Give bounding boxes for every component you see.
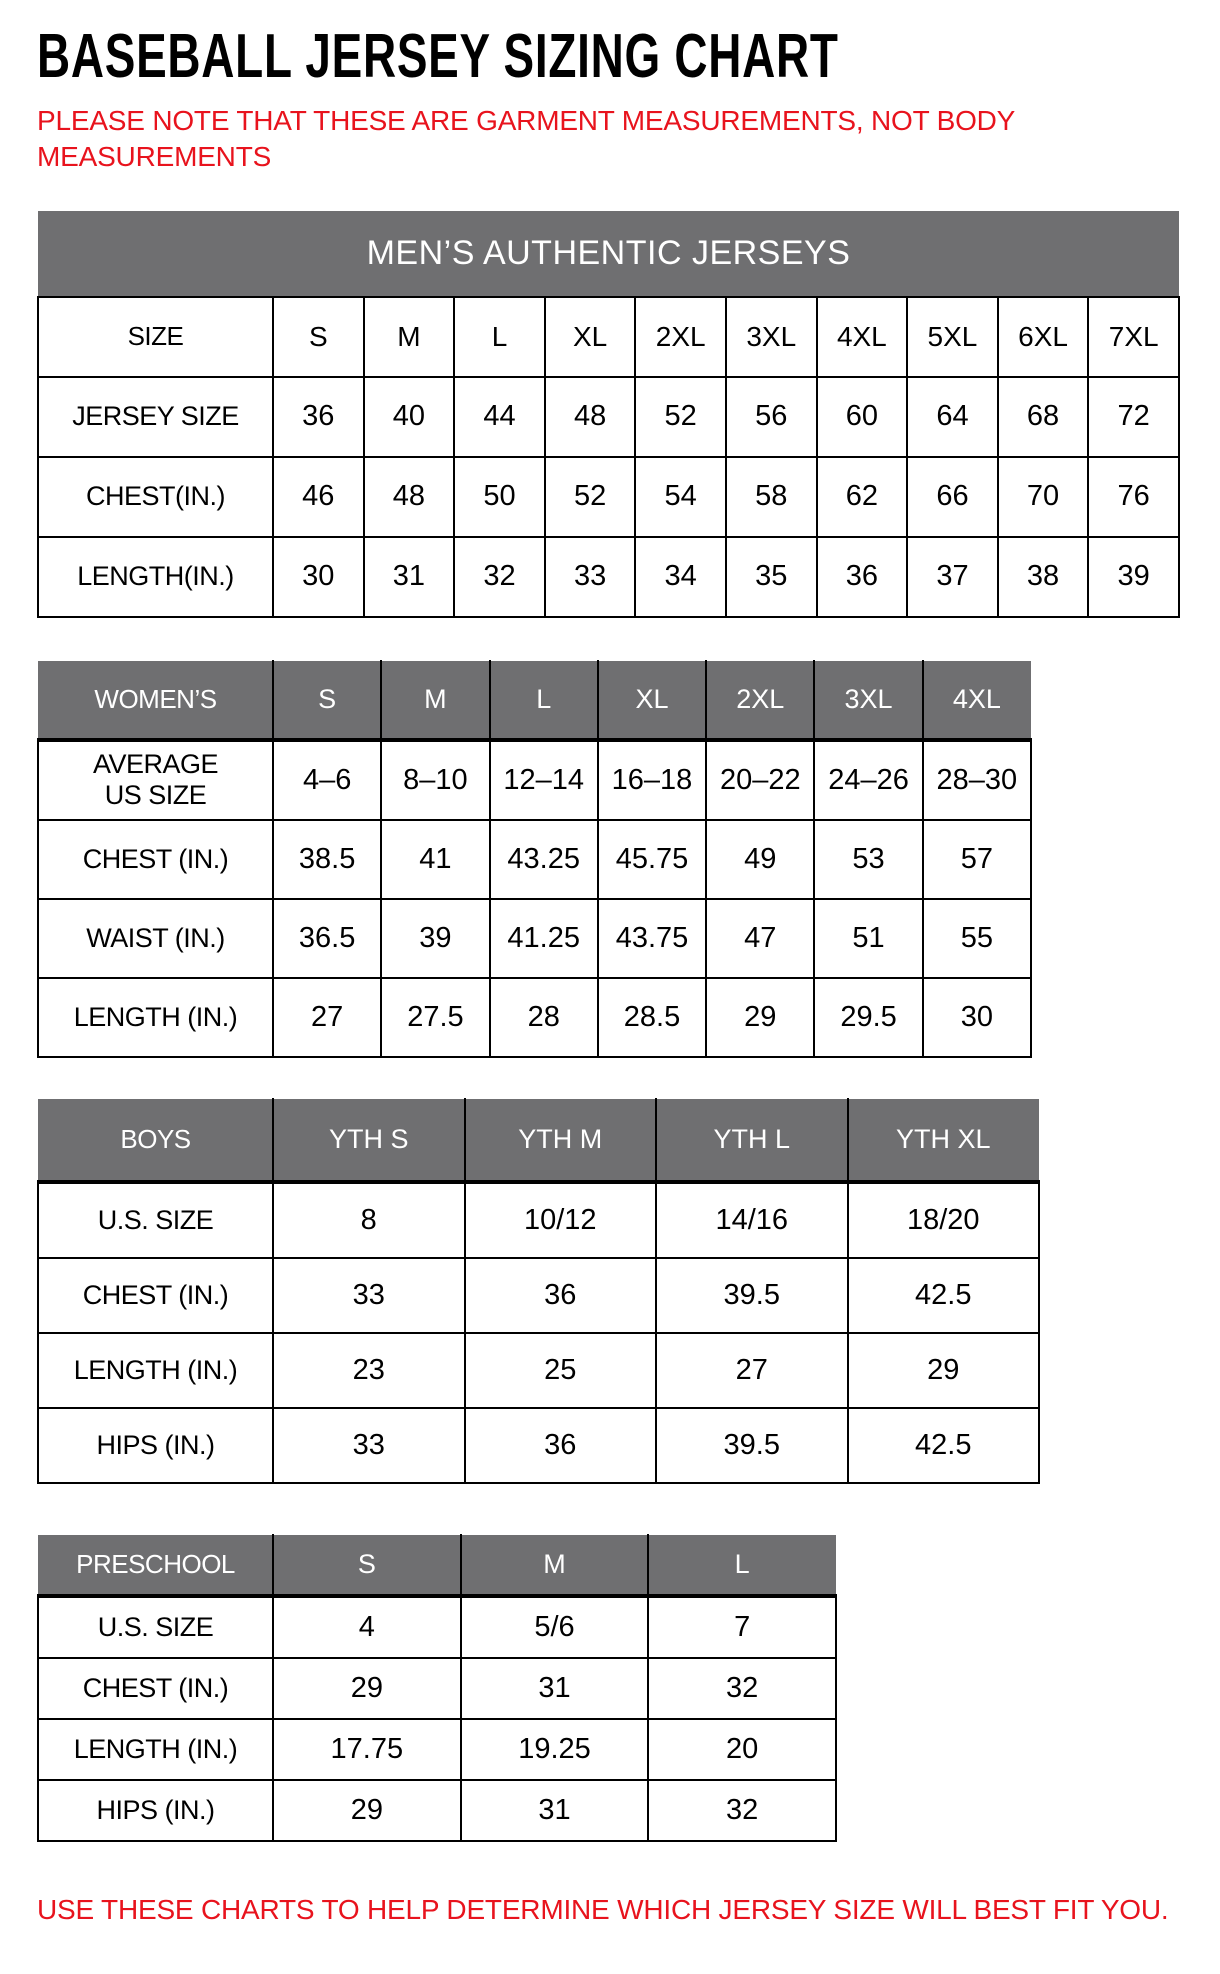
womens-row-label: WAIST (IN.) (38, 899, 273, 978)
boys-row-label: LENGTH (IN.) (38, 1333, 273, 1408)
boys-value-cell: 29 (848, 1333, 1040, 1408)
page-title-text: BASEBALL JERSEY SIZING CHART (37, 22, 839, 91)
preschool-row (38, 1658, 836, 1719)
womens-row-label: CHEST (IN.) (38, 820, 273, 899)
mens-value-cell: 46 (273, 457, 364, 537)
garment-measurement-note: PLEASE NOTE THAT THESE ARE GARMENT MEASUREMENTS, NOT BODY MEASUREMENTS (37, 105, 1015, 173)
boys-row (38, 1333, 1039, 1408)
mens-value-cell: 37 (907, 537, 998, 617)
womens-col-header: 2XL (706, 661, 814, 740)
mens-value-cell: 36 (273, 377, 364, 457)
mens-value-cell: 56 (726, 377, 817, 457)
preschool-col-header: S (273, 1535, 461, 1596)
womens-value-cell: 8–10 (381, 740, 489, 820)
boys-col-header: YTH M (465, 1099, 657, 1182)
boys-value-cell: 42.5 (848, 1258, 1040, 1333)
boys-table (37, 1098, 1040, 1484)
boys-value-cell: 8 (273, 1182, 465, 1258)
preschool-value-cell: 29 (273, 1658, 461, 1719)
womens-value-cell: 39 (381, 899, 489, 978)
mens-sizing-table (37, 210, 1220, 618)
boys-value-cell: 33 (273, 1408, 465, 1483)
preschool-col-header: L (648, 1535, 836, 1596)
womens-value-cell: 12–14 (490, 740, 598, 820)
womens-col-header: XL (598, 661, 706, 740)
womens-row (38, 978, 1031, 1057)
mens-value-cell: 64 (907, 377, 998, 457)
womens-col-header: L (490, 661, 598, 740)
womens-value-cell: 36.5 (273, 899, 381, 978)
mens-value-cell: 48 (364, 457, 455, 537)
mens-row (38, 377, 1179, 457)
preschool-row-label: LENGTH (IN.) (38, 1719, 273, 1780)
boys-value-cell: 18/20 (848, 1182, 1040, 1258)
boys-value-cell: 14/16 (656, 1182, 848, 1258)
womens-row (38, 899, 1031, 978)
womens-value-cell: 29.5 (814, 978, 922, 1057)
boys-value-cell: 39.5 (656, 1258, 848, 1333)
mens-col-header: 6XL (998, 297, 1089, 377)
womens-sizing-table (37, 660, 1220, 1058)
womens-value-cell: 41.25 (490, 899, 598, 978)
womens-value-cell: 28–30 (923, 740, 1031, 820)
mens-value-cell: 52 (545, 457, 636, 537)
mens-row-label: LENGTH(IN.) (38, 537, 273, 617)
mens-banner: MEN’S AUTHENTIC JERSEYS (38, 211, 1179, 297)
boys-header-label: BOYS (38, 1099, 273, 1182)
womens-value-cell: 16–18 (598, 740, 706, 820)
mens-row (38, 457, 1179, 537)
womens-row (38, 820, 1031, 899)
boys-value-cell: 39.5 (656, 1408, 848, 1483)
mens-col-header: 3XL (726, 297, 817, 377)
preschool-value-cell: 19.25 (461, 1719, 649, 1780)
mens-col-header: L (454, 297, 545, 377)
mens-value-cell: 33 (545, 537, 636, 617)
mens-col-header: S (273, 297, 364, 377)
womens-value-cell: 29 (706, 978, 814, 1057)
womens-value-cell: 24–26 (814, 740, 922, 820)
mens-value-cell: 30 (273, 537, 364, 617)
mens-col-header: M (364, 297, 455, 377)
preschool-col-header: M (461, 1535, 649, 1596)
preschool-value-cell: 32 (648, 1658, 836, 1719)
womens-col-header: 3XL (814, 661, 922, 740)
womens-value-cell: 27.5 (381, 978, 489, 1057)
womens-row-label: LENGTH (IN.) (38, 978, 273, 1057)
womens-value-cell: 38.5 (273, 820, 381, 899)
boys-sizing-table (37, 1098, 1220, 1484)
preschool-sizing-table (37, 1534, 1220, 1842)
boys-row (38, 1258, 1039, 1333)
boys-value-cell: 36 (465, 1258, 657, 1333)
womens-value-cell: 43.25 (490, 820, 598, 899)
preschool-row (38, 1596, 836, 1658)
womens-row-label (38, 740, 273, 820)
boys-value-cell: 25 (465, 1333, 657, 1408)
preschool-row-label: HIPS (IN.) (38, 1780, 273, 1841)
mens-value-cell: 40 (364, 377, 455, 457)
preschool-table (37, 1534, 837, 1842)
preschool-row-label: CHEST (IN.) (38, 1658, 273, 1719)
mens-value-cell: 35 (726, 537, 817, 617)
boys-row-label: HIPS (IN.) (38, 1408, 273, 1483)
womens-table (37, 660, 1032, 1058)
boys-col-header: YTH L (656, 1099, 848, 1182)
preschool-value-cell: 5/6 (461, 1596, 649, 1658)
womens-row (38, 740, 1031, 820)
mens-value-cell: 72 (1088, 377, 1179, 457)
mens-value-cell: 62 (817, 457, 908, 537)
womens-value-cell: 28.5 (598, 978, 706, 1057)
mens-value-cell: 44 (454, 377, 545, 457)
mens-value-cell: 58 (726, 457, 817, 537)
boys-row (38, 1182, 1039, 1258)
mens-col-header: 2XL (635, 297, 726, 377)
womens-value-cell: 55 (923, 899, 1031, 978)
boys-value-cell: 36 (465, 1408, 657, 1483)
mens-header-label: SIZE (38, 297, 273, 377)
mens-value-cell: 48 (545, 377, 636, 457)
womens-row-label-line: AVERAGE (92, 749, 219, 780)
womens-value-cell: 30 (923, 978, 1031, 1057)
preschool-value-cell: 29 (273, 1780, 461, 1841)
boys-col-header: YTH S (273, 1099, 465, 1182)
mens-row-label: JERSEY SIZE (38, 377, 273, 457)
boys-value-cell: 27 (656, 1333, 848, 1408)
womens-row-label-line: US SIZE (104, 780, 207, 811)
mens-row (38, 537, 1179, 617)
preschool-row-label: U.S. SIZE (38, 1596, 273, 1658)
mens-col-header: 4XL (817, 297, 908, 377)
womens-value-cell: 45.75 (598, 820, 706, 899)
womens-value-cell: 41 (381, 820, 489, 899)
mens-value-cell: 34 (635, 537, 726, 617)
mens-row-label: CHEST(IN.) (38, 457, 273, 537)
page-title (37, 24, 1220, 89)
preschool-row (38, 1719, 836, 1780)
womens-value-cell: 20–22 (706, 740, 814, 820)
mens-value-cell: 36 (817, 537, 908, 617)
boys-value-cell: 33 (273, 1258, 465, 1333)
boys-value-cell: 23 (273, 1333, 465, 1408)
preschool-value-cell: 7 (648, 1596, 836, 1658)
mens-col-header: 7XL (1088, 297, 1179, 377)
mens-value-cell: 31 (364, 537, 455, 617)
mens-col-header: 5XL (907, 297, 998, 377)
womens-header-label: WOMEN’S (38, 661, 273, 740)
womens-value-cell: 27 (273, 978, 381, 1057)
mens-value-cell: 66 (907, 457, 998, 537)
womens-value-cell: 53 (814, 820, 922, 899)
mens-value-cell: 54 (635, 457, 726, 537)
boys-col-header: YTH XL (848, 1099, 1040, 1182)
mens-value-cell: 50 (454, 457, 545, 537)
preschool-value-cell: 32 (648, 1780, 836, 1841)
mens-value-cell: 38 (998, 537, 1089, 617)
womens-value-cell: 47 (706, 899, 814, 978)
preschool-value-cell: 31 (461, 1658, 649, 1719)
preschool-header-label: PRESCHOOL (38, 1535, 273, 1596)
mens-value-cell: 68 (998, 377, 1089, 457)
womens-value-cell: 49 (706, 820, 814, 899)
preschool-value-cell: 31 (461, 1780, 649, 1841)
preschool-value-cell: 4 (273, 1596, 461, 1658)
womens-value-cell: 43.75 (598, 899, 706, 978)
preschool-value-cell: 20 (648, 1719, 836, 1780)
mens-value-cell: 39 (1088, 537, 1179, 617)
boys-row-label: U.S. SIZE (38, 1182, 273, 1258)
mens-value-cell: 60 (817, 377, 908, 457)
boys-value-cell: 10/12 (465, 1182, 657, 1258)
womens-value-cell: 51 (814, 899, 922, 978)
boys-value-cell: 42.5 (848, 1408, 1040, 1483)
boys-row (38, 1408, 1039, 1483)
mens-value-cell: 32 (454, 537, 545, 617)
boys-row-label: CHEST (IN.) (38, 1258, 273, 1333)
womens-col-header: 4XL (923, 661, 1031, 740)
womens-value-cell: 57 (923, 820, 1031, 899)
womens-value-cell: 28 (490, 978, 598, 1057)
womens-value-cell: 4–6 (273, 740, 381, 820)
footer-note: USE THESE CHARTS TO HELP DETERMINE WHICH JERSEY SIZE WILL BEST FIT YOU. (37, 1893, 1169, 1925)
preschool-row (38, 1780, 836, 1841)
mens-table (37, 210, 1180, 618)
womens-col-header: M (381, 661, 489, 740)
mens-value-cell: 76 (1088, 457, 1179, 537)
mens-value-cell: 70 (998, 457, 1089, 537)
mens-col-header: XL (545, 297, 636, 377)
womens-col-header: S (273, 661, 381, 740)
preschool-value-cell: 17.75 (273, 1719, 461, 1780)
mens-value-cell: 52 (635, 377, 726, 457)
